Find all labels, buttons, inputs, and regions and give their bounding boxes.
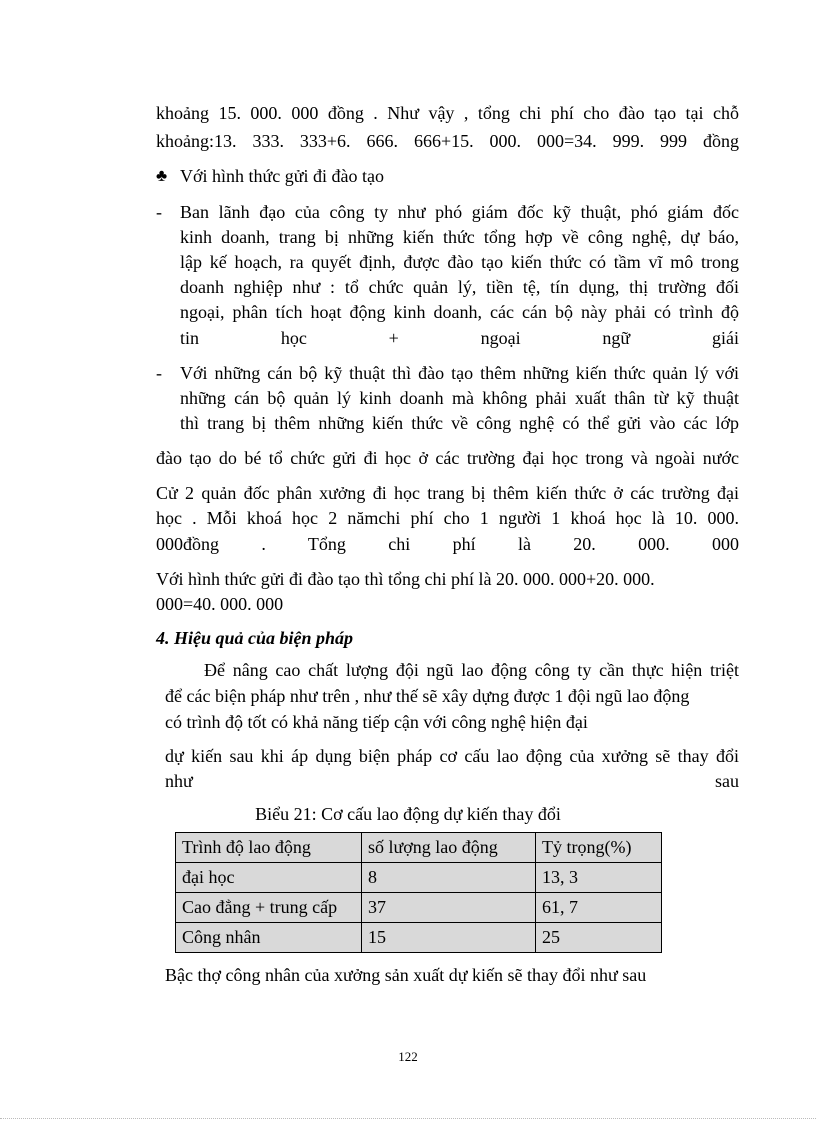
paragraph-line: có trình độ tốt có khả năng tiếp cận với công nghệ hiện đại [165,712,588,732]
page-bottom-divider [0,1118,816,1119]
labor-structure-table [175,832,662,953]
paragraph-line: 000đồng . Tổng chi phí là 20. 000. 000 [156,534,739,554]
paragraph-line: khoảng:13. 333. 333+6. 666. 666+15. 000. 000=34. 999. 999 đồng [156,131,739,151]
list-item-line: thì trang bị thêm những kiến thức về công nghệ có thể gửi vào các lớp [180,413,739,433]
paragraph-line: khoảng 15. 000. 000 đồng . Như vậy , tổng chi phí cho đào tạo tại chỗ [156,103,739,123]
list-item-line: Ban lãnh đạo của công ty như phó giám đốc kỹ thuật, phó giám đốc [180,202,739,222]
table-cell: đại học [176,863,362,893]
club-bullet-icon: ♣ [156,166,168,185]
table-cell: 13, 3 [536,863,662,893]
paragraph-line: Để nâng cao chất lượng đội ngũ lao động công ty cần thực hiện triệt [204,660,739,680]
paragraph-line: đào tạo do bé tổ chức gửi đi học ở các trường đại học trong và ngoài nước [156,448,739,468]
table-cell: 15 [362,923,536,953]
paragraph-line: để các biện pháp như trên , như thế sẽ xây dựng được 1 đội ngũ lao động [165,686,690,706]
table-cell: 25 [536,923,662,953]
list-item-line: lập kế hoạch, ra quyết định, được đào tạo kiến thức có tầm vĩ mô trong [180,252,739,272]
table-row [176,893,662,923]
paragraph-line: dự kiến sau khi áp dụng biện pháp cơ cấu lao động của xưởng sẽ thay đổi [165,746,739,766]
table-cell: 37 [362,893,536,923]
table-header-cell: số lượng lao động [362,833,536,863]
paragraph-line: Bậc thợ công nhân của xưởng sản xuất dự kiến sẽ thay đổi như sau [165,965,647,985]
list-item-line: ngoại, phân tích hoạt động kinh doanh, các cán bộ này phải có trình độ [180,302,739,322]
list-item-line: những cán bộ quản lý kinh doanh mà không phải xuất thân từ kỹ thuật [180,388,739,408]
table-cell: Cao đẳng + trung cấp [176,893,362,923]
table-cell: 8 [362,863,536,893]
paragraph-line: Với hình thức gửi đi đào tạo thì tổng chi phí là 20. 000. 000+20. 000. [156,569,655,589]
table-cell: Công nhân [176,923,362,953]
paragraph-line: Cử 2 quản đốc phân xưởng đi học trang bị thêm kiến thức ở các trường đại [156,483,739,503]
table-header-cell: Trình độ lao động [176,833,362,863]
paragraph-line: 000=40. 000. 000 [156,594,284,614]
list-item-line: tin học + ngoại ngữ giái [180,328,739,348]
list-item-line: Với những cán bộ kỹ thuật thì đào tạo thêm những kiến thức quản lý với [180,363,739,383]
paragraph-line: như sau [165,771,739,791]
page-number: 122 [398,1049,418,1064]
dash-bullet-icon: - [156,363,162,383]
list-item-line: kinh doanh, trang bị những kiến thức tổng hợp về công nghệ, dự báo, [180,227,739,247]
table-row [176,923,662,953]
table-caption: Biểu 21: Cơ cấu lao động dự kiến thay đổi [255,804,561,824]
list-item-line: doanh nghiệp như : tổ chức quản lý, tiền tệ, tín dụng, thị trường đối [180,277,739,297]
paragraph-line: học . Mỗi khoá học 2 nămchi phí cho 1 người 1 khoá học là 10. 000. [156,508,739,528]
table-header-cell: Tỷ trọng(%) [536,833,662,863]
table-header-row [176,833,662,863]
table-cell: 61, 7 [536,893,662,923]
table-row [176,863,662,893]
dash-bullet-icon: - [156,202,162,222]
section-heading: 4. Hiệu quả của biện pháp [156,628,354,648]
bullet-heading: Với hình thức gửi đi đào tạo [180,166,385,186]
